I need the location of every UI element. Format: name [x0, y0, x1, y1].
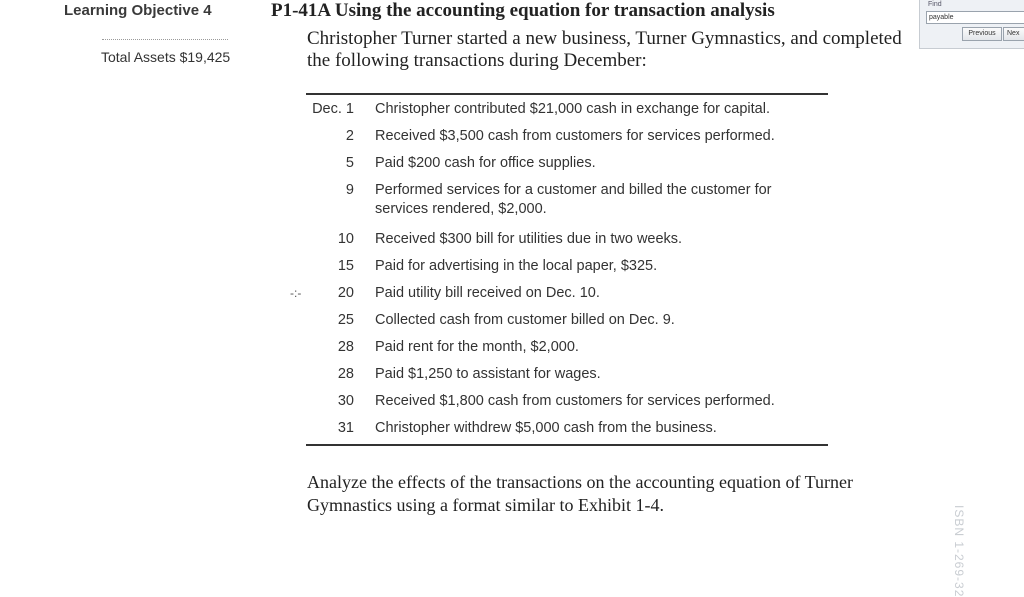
transaction-date: 20	[337, 285, 354, 301]
transaction-description: Collected cash from customer billed on Dec. 9.	[375, 312, 675, 328]
transaction-date: 30	[337, 393, 354, 409]
margin-divider	[102, 39, 228, 40]
find-panel	[919, 0, 1024, 49]
transaction-description: Received $300 bill for utilities due in two weeks.	[375, 231, 683, 247]
transaction-date: 15	[337, 258, 354, 274]
transaction-description: Paid $200 cash for office supplies.	[375, 155, 596, 171]
transaction-date: 5	[345, 155, 354, 171]
transaction-date: Dec. 1	[312, 101, 354, 117]
transaction-date: 28	[337, 339, 354, 355]
transaction-date: 25	[337, 312, 354, 328]
table-bottom-rule	[306, 444, 828, 446]
find-previous-button[interactable]: Previous	[962, 27, 1002, 41]
transaction-description: Paid $1,250 to assistant for wages.	[375, 366, 601, 382]
problem-title: P1-41A Using the accounting equation for transaction analysis	[271, 0, 775, 21]
transaction-description: Performed services for a customer and billed the customer for services rendered, $2,000.	[375, 182, 772, 217]
find-input[interactable]	[926, 11, 1024, 24]
cursor-crosshair-icon: -:-	[290, 286, 302, 300]
transaction-date: 31	[337, 420, 354, 436]
transaction-description: Received $3,500 cash from customers for services performed.	[375, 128, 775, 144]
transaction-description: Paid for advertising in the local paper, $325.	[375, 258, 658, 274]
transaction-date: 2	[345, 128, 354, 144]
transaction-description: Christopher contributed $21,000 cash in exchange for capital.	[375, 101, 770, 117]
transaction-date: 28	[337, 366, 354, 382]
total-assets-note: Total Assets $19,425	[101, 49, 231, 65]
table-top-rule	[306, 93, 828, 95]
problem-instruction: Analyze the effects of the transactions on the accounting equation of Turner Gymnastics using a format similar to Exhibit 1-4.	[307, 472, 854, 515]
learning-objective-label: Learning Objective 4	[64, 2, 212, 19]
problem-intro: Christopher Turner started a new business, Turner Gymnastics, and completed the following transactions during December:	[307, 28, 902, 71]
find-next-button[interactable]: Nex	[1003, 27, 1024, 41]
find-label: Find	[928, 1, 942, 8]
transaction-date: 10	[337, 231, 354, 247]
transaction-description: Christopher withdrew $5,000 cash from the business.	[375, 420, 717, 436]
transaction-description: Paid rent for the month, $2,000.	[375, 339, 579, 355]
transaction-description: Paid utility bill received on Dec. 10.	[375, 285, 600, 301]
isbn-watermark: ISBN 1-269-32	[952, 505, 966, 597]
transaction-date: 9	[345, 182, 354, 198]
transaction-description: Received $1,800 cash from customers for services performed.	[375, 393, 775, 409]
